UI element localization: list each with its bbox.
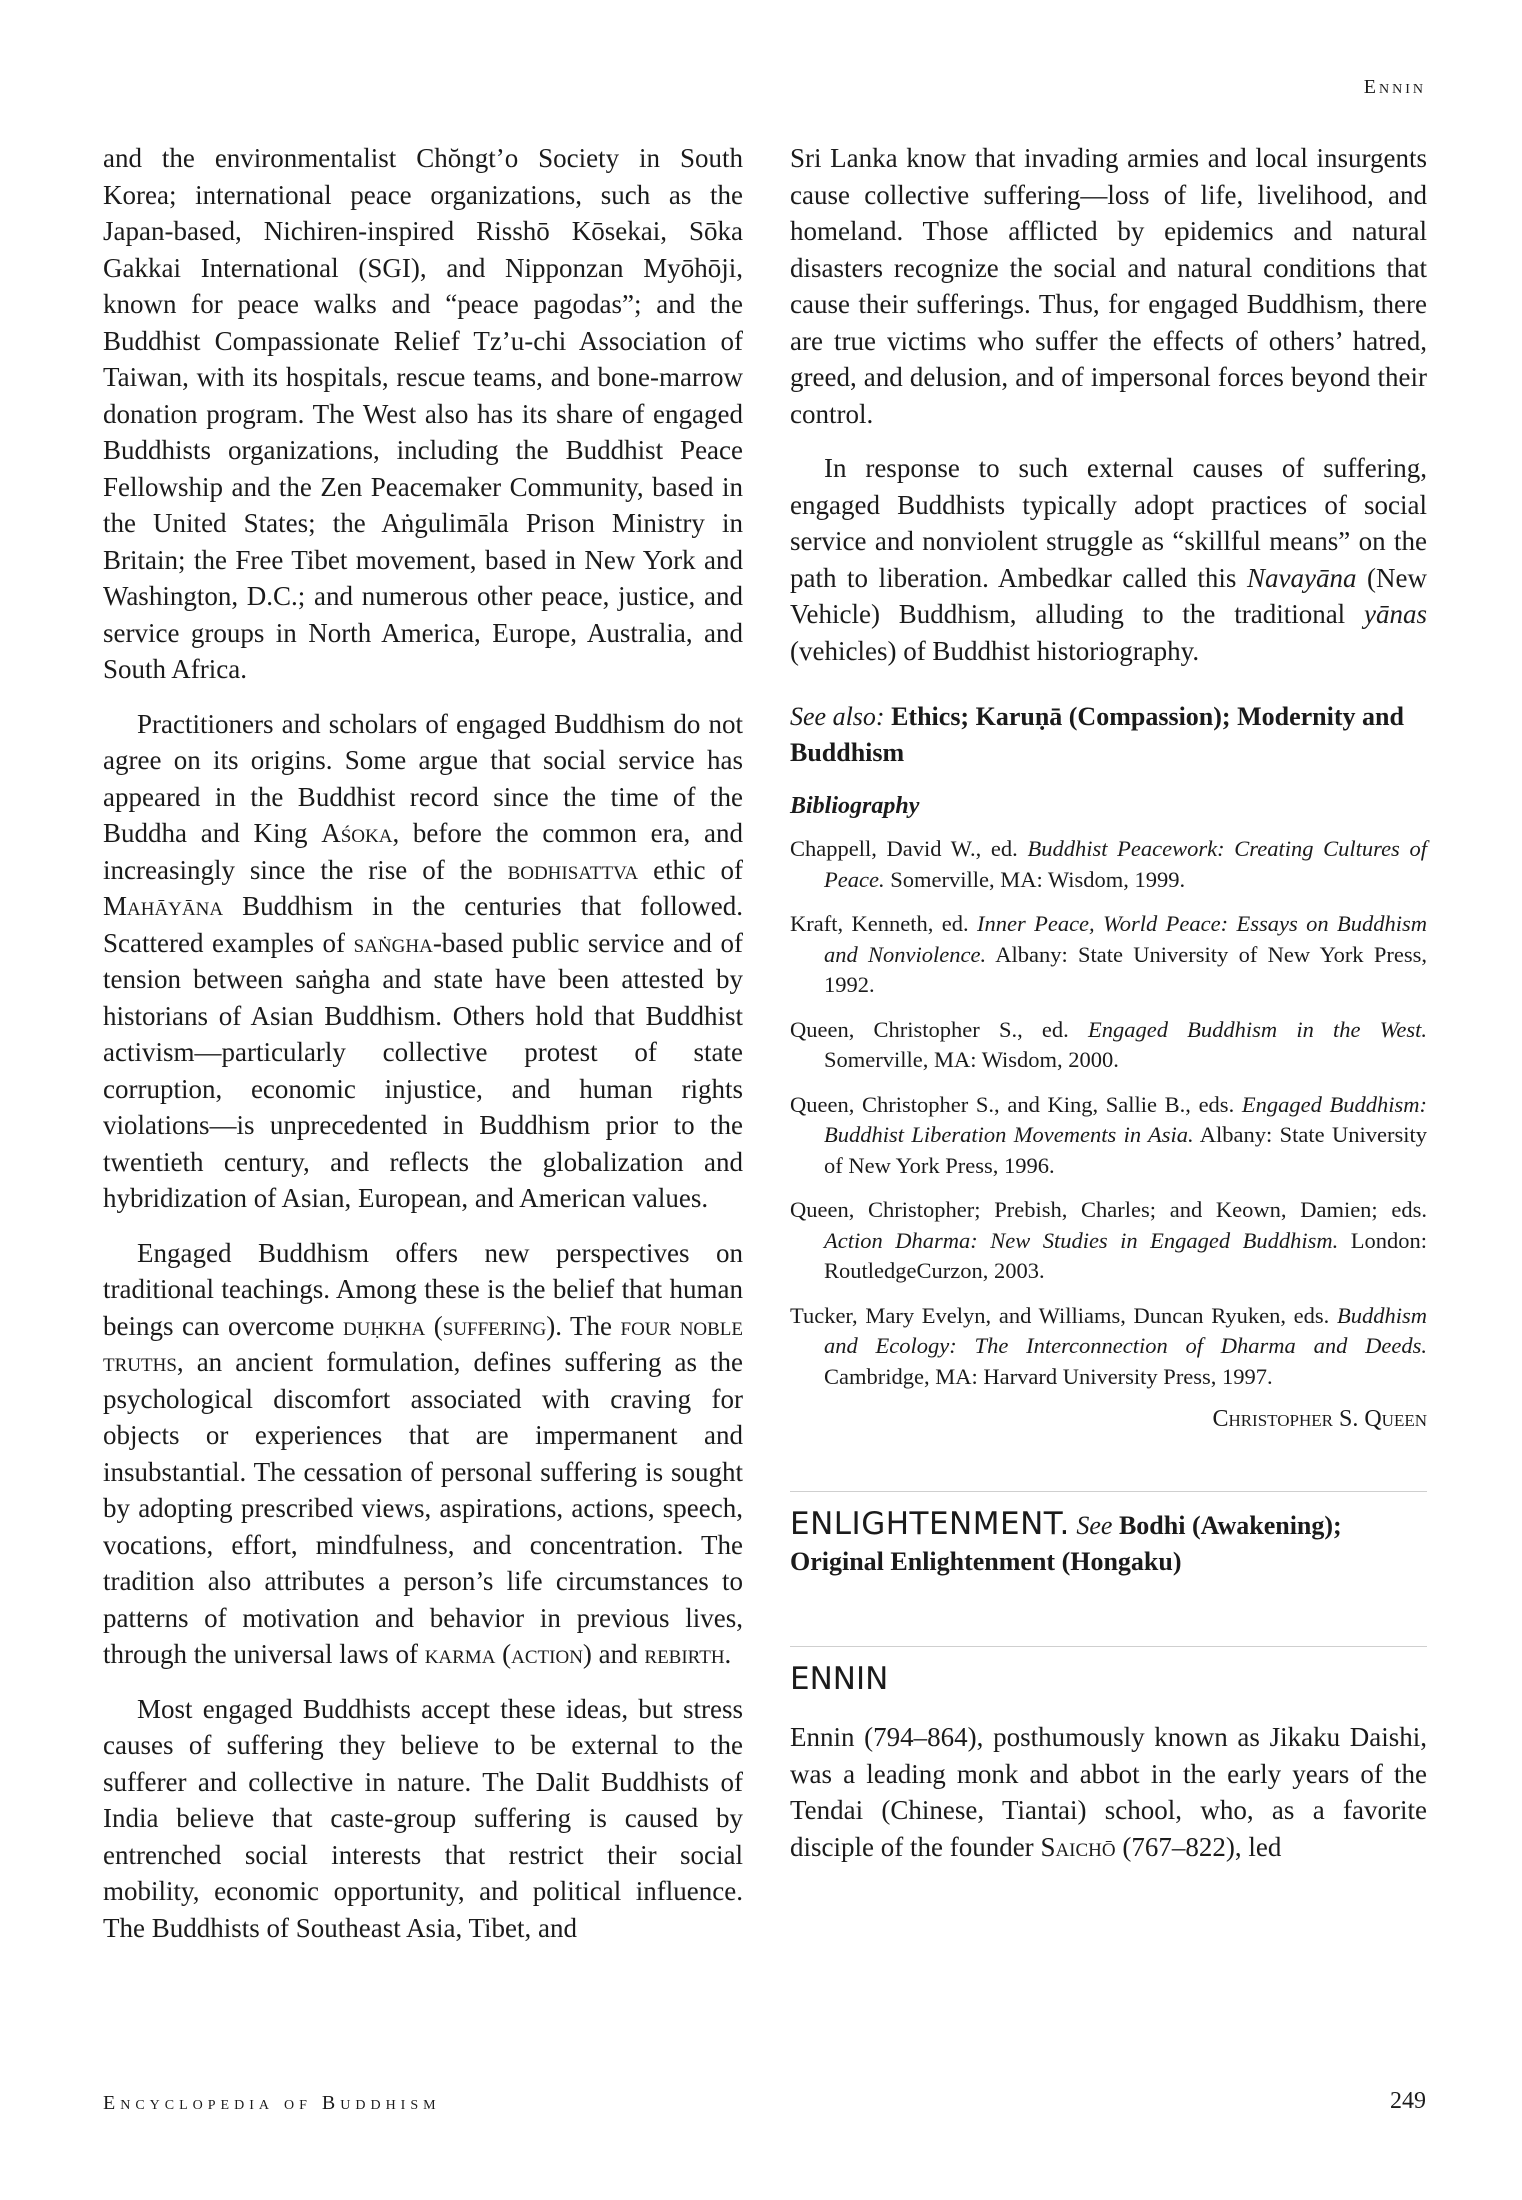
text-run: (New Vehicle) Buddhism, alluding to the traditional bbox=[790, 562, 1427, 629]
bibliography-entry bbox=[790, 1195, 1427, 1287]
bib-title: Action Dharma: New Studies in Engaged Buddhism. bbox=[824, 1227, 1339, 1253]
text-run: . bbox=[724, 1639, 732, 1669]
text-run: . The bbox=[555, 1310, 621, 1341]
see-also-refs[interactable]: Ethics; Karuṇā (Compassion); Modernity and Buddhism bbox=[790, 702, 1404, 767]
bib-title: Inner Peace, World Peace: Essays on Buddhism and Nonviolence. bbox=[824, 911, 1427, 967]
bibliography-entry bbox=[790, 1301, 1427, 1393]
text-run: Ennin (794–864), posthumously known as Jikaku Daishi, was a leading monk and abbot in the early years of the Tendai (Chinese, Tiantai) school, who, as a favorite disciple of the founder bbox=[790, 1722, 1427, 1862]
bib-author: Kraft, Kenneth, ed. bbox=[790, 911, 977, 936]
enlightenment-refs[interactable]: Bodhi (Awakening); Original Enlightenment (Hongaku) bbox=[790, 1511, 1342, 1576]
left-column bbox=[103, 140, 743, 1964]
cross-ref-bodhisattva[interactable]: bodhisattva bbox=[507, 854, 639, 885]
text-run: Engaged Buddhism offers new perspectives on traditional teachings. Among these is the belief that human beings can overcome bbox=[103, 1237, 743, 1341]
term-navayana: Navayāna bbox=[1246, 562, 1357, 593]
text-run: , an ancient formulation, defines suffering as the psychological discomfort associated with craving for objects or experiences that are impermanent and insubstantial. The cessation of personal suffering is sought by adopting prescribed views, aspirations, actions, speech, vocations, effort, mindfulness, and concentration. The tradition also attributes a person’s life circumstances to patterns of motivation and behavior in previous lives, through the universal laws of bbox=[103, 1347, 743, 1669]
bib-title: Engaged Buddhism in the West. bbox=[1087, 1016, 1427, 1042]
bib-author: Queen, Christopher S., and King, Sallie B., eds. bbox=[790, 1091, 1242, 1117]
right-column bbox=[790, 140, 1427, 1883]
bib-publisher: Albany: State University of New York Press, 1992. bbox=[824, 941, 1427, 997]
bibliography-heading: Bibliography bbox=[790, 793, 920, 819]
bib-publisher: Somerville, MA: Wisdom, 1999. bbox=[884, 866, 1186, 892]
bib-title: Buddhist Peacework: Creating Cultures of Peace. bbox=[824, 836, 1427, 892]
article-author: Christopher S. Queen bbox=[1212, 1406, 1427, 1432]
text-run: (vehicles) of Buddhist historiography. bbox=[790, 635, 1200, 666]
paragraph bbox=[103, 1235, 743, 1673]
text-run: ethic of bbox=[638, 854, 743, 885]
section-divider bbox=[790, 1646, 1427, 1647]
enlightenment-entry bbox=[790, 1506, 1427, 1580]
text-run: Buddhism in the centuries that followed. Scattered examples of bbox=[103, 891, 743, 958]
cross-ref-four-noble-truths[interactable]: four noble truths bbox=[103, 1310, 744, 1377]
bib-publisher: Somerville, MA: Wisdom, 2000. bbox=[824, 1047, 1119, 1072]
term-yanas: yānas bbox=[1364, 599, 1427, 629]
cross-ref-saicho[interactable]: Saichō bbox=[1040, 1831, 1116, 1862]
page-number: 249 bbox=[1390, 2088, 1426, 2114]
cross-ref-rebirth[interactable]: rebirth bbox=[644, 1639, 725, 1669]
bibliography-list bbox=[790, 834, 1427, 1392]
text-run: Practitioners and scholars of engaged Buddhism do not agree on its origins. Some argue that social service has appeared in the Buddhist record since the time of the Buddha and King bbox=[103, 708, 743, 848]
see-also-label: See also: bbox=[790, 702, 885, 731]
see-label: See bbox=[1076, 1511, 1113, 1540]
bibliography-entry bbox=[790, 1015, 1427, 1076]
cross-ref-mahayana[interactable]: Mahāyāna bbox=[103, 891, 224, 921]
ennin-heading: ENNIN bbox=[790, 1661, 889, 1697]
text-run: , before the common era, and increasingly since the rise of the bbox=[103, 818, 743, 885]
see-also bbox=[790, 699, 1427, 771]
text-run: In response to such external causes of suffering, engaged Buddhists typically adopt practices of social service and nonviolent struggle as “skillful means” on the path to liberation. Ambedkar called this bbox=[790, 453, 1427, 593]
cross-ref-sangha[interactable]: saṅgha bbox=[353, 927, 433, 958]
paragraph: Most engaged Buddhists accept these ideas, but stress causes of suffering they believe to be external to the sufferer and collective in nature. The Dalit Buddhists of India believe that caste-group suffering is caused by entrenched social interests that restrict their social mobility, economic opportunity, and political influence. The Buddhists of Southeast Asia, Tibet, and bbox=[103, 1693, 743, 1943]
paragraph bbox=[790, 1719, 1427, 1865]
paragraph bbox=[790, 450, 1427, 669]
running-head: Ennin bbox=[1363, 76, 1426, 98]
cross-ref-duhkha[interactable]: duḥkha (suffering) bbox=[342, 1310, 556, 1341]
footer-book-title: Encyclopedia of Buddhism bbox=[103, 2092, 441, 2114]
text-run: and bbox=[591, 1639, 645, 1669]
bib-author: Queen, Christopher S., ed. bbox=[790, 1016, 1088, 1042]
bibliography-entry bbox=[790, 909, 1427, 1001]
bib-author: Queen, Christopher; Prebish, Charles; and Keown, Damien; eds. bbox=[790, 1197, 1427, 1222]
bibliography-entry bbox=[790, 1090, 1427, 1182]
enlightenment-heading: ENLIGHTENMENT. bbox=[790, 1506, 1070, 1542]
paragraph: Sri Lanka know that invading armies and local insurgents cause collective suffering—loss of life, livelihood, and homeland. Those afflicted by epidemics and natural disasters recognize the social and natural conditions that cause their sufferings. Thus, for engaged Buddhism, there are true victims who suffer the effects of others’ hatred, greed, and delusion, and of impersonal forces beyond their control. bbox=[790, 143, 1427, 429]
bib-title: Engaged Buddhism: Buddhist Liberation Movements in Asia. bbox=[824, 1091, 1427, 1147]
text-run: -based public service and of tension between saṅgha and state have been attested by historians of Asian Buddhism. Others hold that Buddhist activism—particularly collective protest of state corruption, economic injustice, and human rights violations—is unprecedented in Buddhism prior to the twentieth century, and reflects the globalization and hybridization of Asian, European, and American values. bbox=[103, 927, 743, 1213]
bib-author: Chappell, David W., ed. bbox=[790, 836, 1028, 861]
cross-ref-asoka[interactable]: Aśoka bbox=[321, 818, 393, 848]
bib-publisher: Albany: State University of New York Press, 1996. bbox=[824, 1122, 1427, 1178]
text-run: (767–822), led bbox=[1115, 1831, 1282, 1862]
bib-publisher: London: RoutledgeCurzon, 2003. bbox=[824, 1227, 1427, 1283]
paragraph bbox=[103, 706, 743, 1217]
cross-ref-karma[interactable]: karma (action) bbox=[424, 1639, 592, 1669]
section-divider bbox=[790, 1491, 1427, 1492]
bib-author: Tucker, Mary Evelyn, and Williams, Duncan Ryuken, eds. bbox=[790, 1302, 1337, 1328]
bibliography-entry bbox=[790, 834, 1427, 895]
paragraph: and the environmentalist Chŏngt’o Society in South Korea; international peace organizations, such as the Japan-based, Nichiren-inspired Risshō Kōsekai, Sōka Gakkai International (SGI), and Nipponzan Myōhōji, known for peace walks and “peace pagodas”; and the Buddhist Compassionate Relief Tz’u-chi Association of Taiwan, with its hospitals, rescue teams, and bone-marrow donation program. The West also has its share of engaged Buddhists organizations, including the Buddhist Peace Fellowship and the Zen Peacemaker Community, based in the United States; the Aṅgulimāla Prison Ministry in Britain; the Free Tibet movement, based in New York and Washington, D.C.; and numerous other peace, justice, and service groups in North America, Europe, Australia, and South Africa. bbox=[103, 143, 743, 684]
bib-title: Buddhism and Ecology: The Interconnection of Dharma and Deeds. bbox=[824, 1302, 1427, 1358]
bib-publisher: Cambridge, MA: Harvard University Press, 1997. bbox=[824, 1363, 1273, 1389]
